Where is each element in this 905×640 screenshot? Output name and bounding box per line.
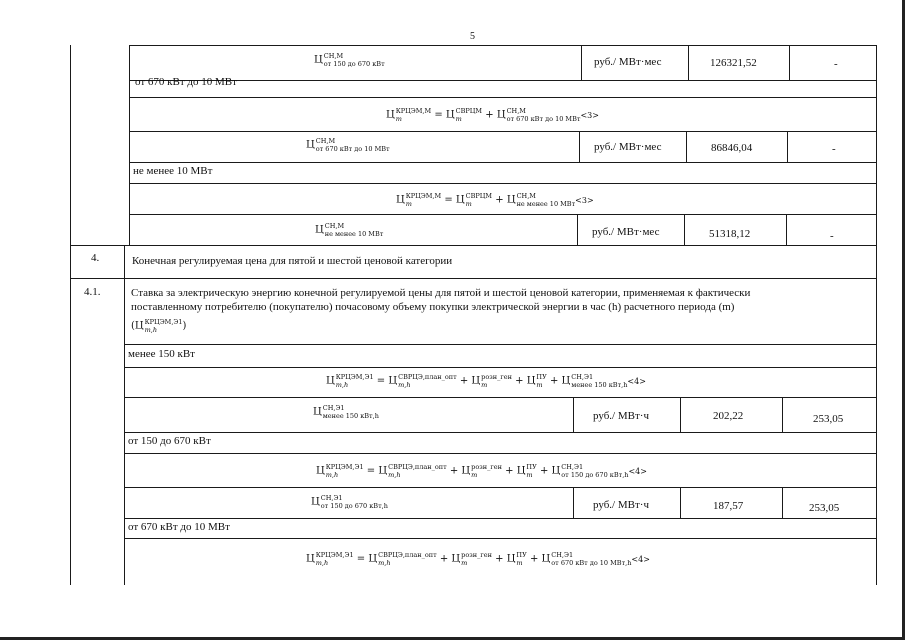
- rule: [129, 162, 876, 163]
- section-4-1-line2: поставленному потребителю (покупателю) почасовому объему покупки электрической энергии в час (h) расчетного периода (m): [131, 301, 735, 313]
- tariff-extra: -: [834, 58, 838, 70]
- rule: [129, 183, 876, 184]
- tariff-unit: руб./ МВт·мес: [594, 141, 662, 153]
- rule: [129, 97, 876, 98]
- energy-symbol: Ц СН,Э1 от 150 до 670 кВт,h: [311, 494, 388, 510]
- tariff-value: 126321,52: [710, 57, 757, 69]
- tariff-symbol: Ц СН,М не менее 10 МВт: [315, 222, 384, 238]
- energy-value: 202,22: [713, 410, 744, 422]
- section-4-number: 4.: [91, 252, 100, 264]
- tariff-extra: -: [832, 143, 836, 155]
- tariff-symbol: Ц СН,М от 670 кВт до 10 МВт: [306, 137, 390, 153]
- col-sep: [581, 45, 582, 80]
- section-4-title: Конечная регулируемая цена для пятой и шестой ценовой категории: [132, 255, 453, 267]
- rule: [124, 344, 876, 345]
- col-sep: [680, 487, 681, 518]
- tariff-extra: -: [830, 230, 834, 242]
- rule: [129, 45, 876, 46]
- rule: [124, 397, 876, 398]
- energy-extra: 253,05: [809, 502, 840, 514]
- col-sep: [577, 214, 578, 245]
- range-label: менее 150 кВт: [128, 348, 195, 360]
- energy-unit: руб./ МВт·ч: [593, 410, 649, 422]
- section-4-1-symbol: (Ц КРЦЭМ,Э1 m,h ): [131, 318, 187, 334]
- col-sep: [782, 487, 783, 518]
- formula-1: Ц КРЦЭМ,М m = Ц СВРЦМ m + Ц СН,М от 670 кВт до 10 МВт <3>: [386, 107, 599, 123]
- tariff-value: 51318,12: [709, 228, 751, 240]
- section-4-1-line1: Ставка за электрическую энергию конечной регулируемой цены для пятой и шестой ценовой категории, применяемая к фактически: [131, 287, 751, 299]
- col-sep: [786, 214, 787, 245]
- col-sep: [789, 45, 790, 80]
- rule: [70, 245, 876, 246]
- table-col-divider-top: [129, 45, 130, 245]
- table-left-border: [70, 45, 71, 585]
- rule: [129, 131, 876, 132]
- col-sep: [573, 487, 574, 518]
- col-sep: [686, 131, 687, 162]
- formula-e2: Ц КРЦЭМ,Э1 m,h = Ц СВРЦЭ,план_опт m,h + Ц розн_ген m + Ц ПУ m + Ц СН,Э1 от 150 до 670 кВт,h <4>: [316, 463, 647, 479]
- energy-value: 187,57: [713, 500, 744, 512]
- table-right-border: [876, 45, 877, 585]
- energy-symbol: Ц СН,Э1 менее 150 кВт,h: [313, 404, 379, 420]
- range-label: от 670 кВт до 10 МВт: [135, 76, 237, 88]
- rule: [124, 538, 876, 539]
- col-sep: [782, 397, 783, 432]
- energy-unit: руб./ МВт·ч: [593, 499, 649, 511]
- page-number: 5: [470, 31, 475, 42]
- formula-e3: Ц КРЦЭМ,Э1 m,h = Ц СВРЦЭ,план_опт m,h + Ц розн_ген m + Ц ПУ m + Ц СН,Э1 от 670 кВт до 10 МВт,h <4>: [306, 551, 650, 567]
- rule: [124, 453, 876, 454]
- tariff-value: 86846,04: [711, 142, 753, 154]
- rule: [124, 432, 876, 433]
- range-label: от 670 кВт до 10 МВт: [128, 521, 230, 533]
- col-sep: [684, 214, 685, 245]
- rule: [124, 487, 876, 488]
- rule: [70, 278, 876, 279]
- range-label: не менее 10 МВт: [133, 165, 213, 177]
- energy-extra: 253,05: [813, 413, 844, 425]
- table-col-divider-bottom: [124, 245, 125, 585]
- col-sep: [680, 397, 681, 432]
- col-sep: [573, 397, 574, 432]
- rule: [129, 214, 876, 215]
- formula-e1: Ц КРЦЭМ,Э1 m,h = Ц СВРЦЭ,план_опт m,h + Ц розн_ген m + Ц ПУ m + Ц СН,Э1 менее 150 кВт,h <4>: [326, 373, 646, 389]
- col-sep: [688, 45, 689, 80]
- rule: [124, 518, 876, 519]
- rule: [124, 367, 876, 368]
- range-label: от 150 до 670 кВт: [128, 435, 211, 447]
- tariff-symbol: Ц СН,М от 150 до 670 кВт: [314, 52, 385, 68]
- rule: [129, 80, 876, 81]
- formula-2: Ц КРЦЭМ,М m = Ц СВРЦМ m + Ц СН,М не менее 10 МВт <3>: [396, 192, 594, 208]
- tariff-unit: руб./ МВт·мес: [592, 226, 660, 238]
- section-4-1-number: 4.1.: [84, 286, 101, 298]
- col-sep: [579, 131, 580, 162]
- tariff-unit: руб./ МВт·мес: [594, 56, 662, 68]
- col-sep: [787, 131, 788, 162]
